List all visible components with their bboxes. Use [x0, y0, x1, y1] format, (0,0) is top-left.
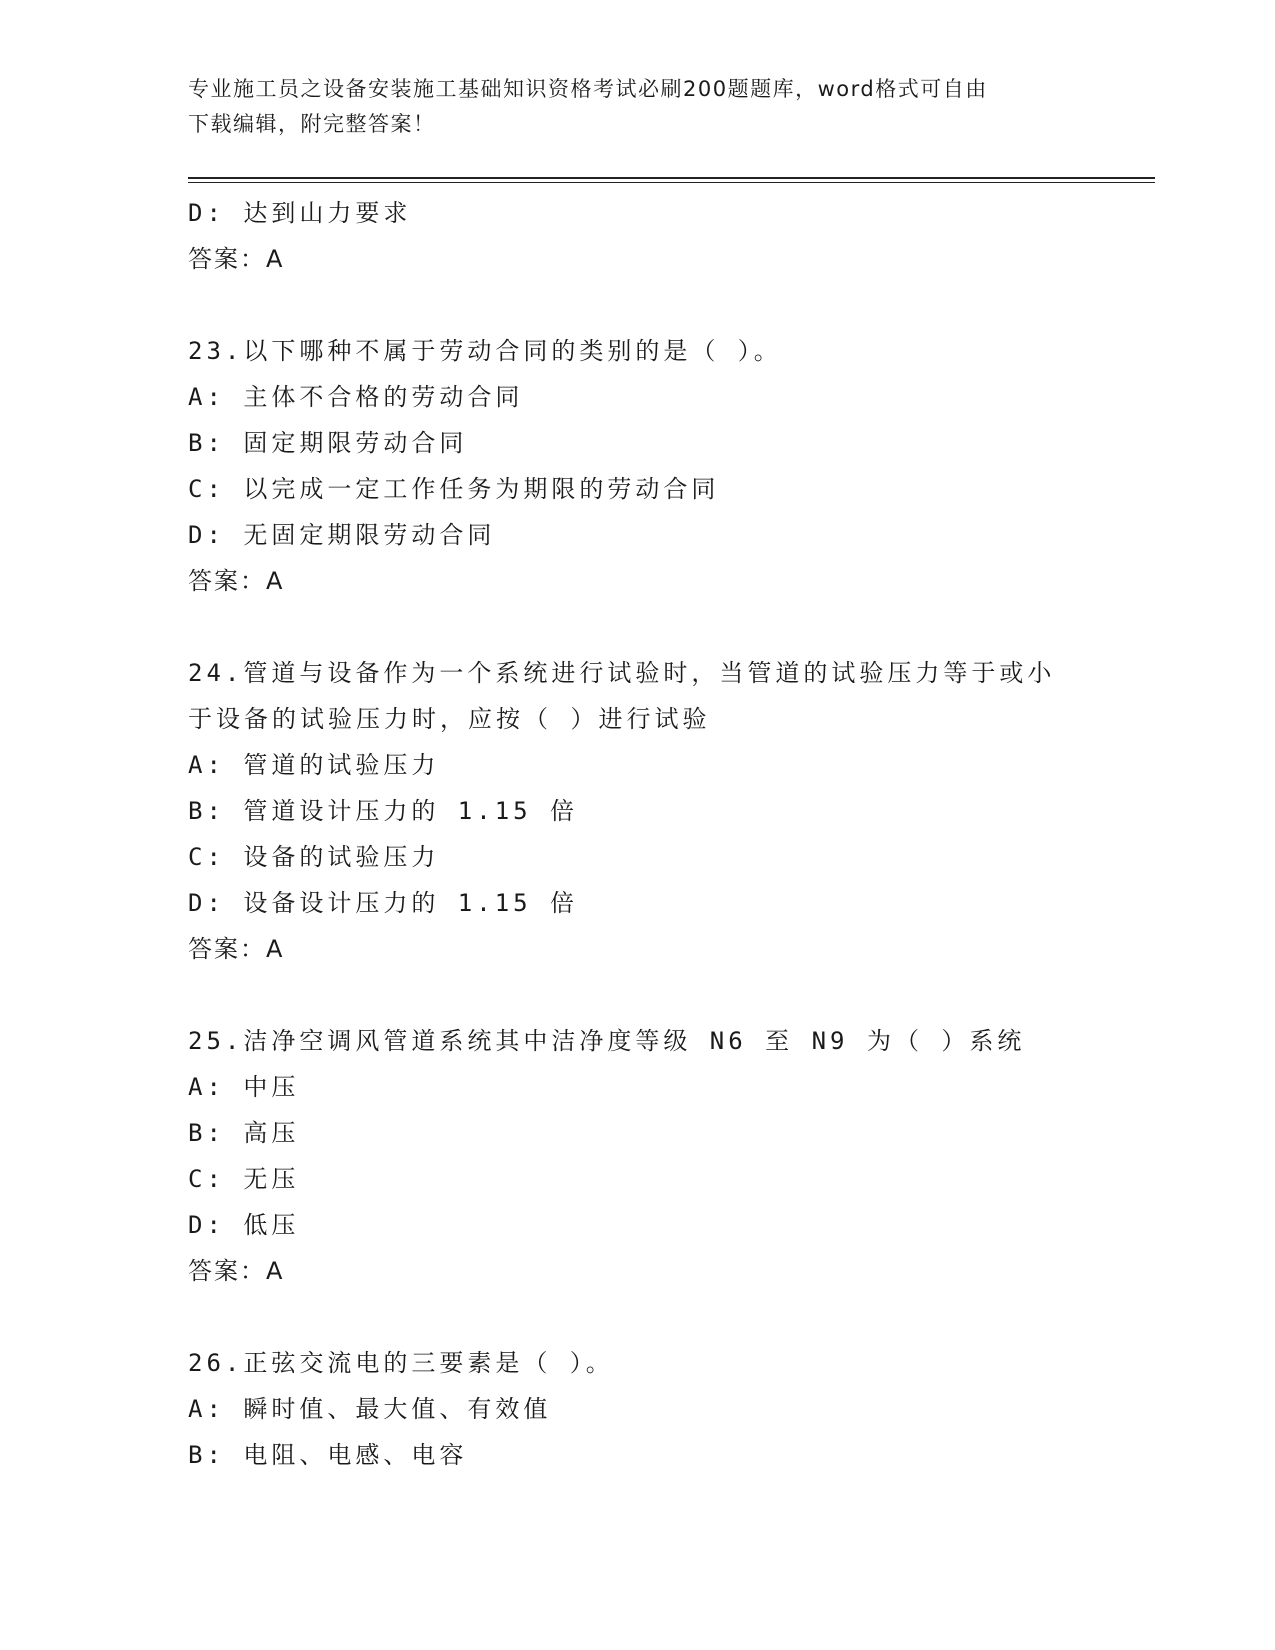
question-24	[188, 650, 1088, 972]
option-d: D: 无固定期限劳动合同	[188, 521, 496, 549]
option-b: B: 管道设计压力的 1.15 倍	[188, 797, 579, 825]
option-a: A: 管道的试验压力	[188, 751, 440, 779]
answer-line: 答案：A	[188, 935, 285, 963]
option-b: B: 固定期限劳动合同	[188, 429, 468, 457]
question-content	[188, 190, 1088, 1478]
question-text-continued: 于设备的试验压力时，应按（ ）进行试验	[188, 705, 711, 733]
option-a: A: 中压	[188, 1073, 300, 1101]
question-text: 24.管道与设备作为一个系统进行试验时，当管道的试验压力等于或小	[188, 659, 1056, 687]
question-25	[188, 1018, 1088, 1294]
question-text: 23.以下哪种不属于劳动合同的类别的是（ ）。	[188, 337, 782, 365]
header-line-2: 下载编辑，附完整答案！	[188, 112, 436, 136]
answer-line: 答案：A	[188, 245, 285, 273]
option-c: C: 以完成一定工作任务为期限的劳动合同	[188, 475, 720, 503]
answer-line: 答案：A	[188, 1257, 285, 1285]
option-d: D: 设备设计压力的 1.15 倍	[188, 889, 579, 917]
option-d: D: 低压	[188, 1211, 300, 1239]
page-header	[188, 72, 1088, 142]
option-a: A: 瞬时值、最大值、有效值	[188, 1395, 552, 1423]
question-text: 26.正弦交流电的三要素是（ ）。	[188, 1349, 614, 1377]
option-d: D: 达到山力要求	[188, 199, 412, 227]
header-line-1: 专业施工员之设备安装施工基础知识资格考试必刷200题题库，word格式可自由	[188, 77, 988, 101]
question-22-tail	[188, 190, 1088, 282]
option-a: A: 主体不合格的劳动合同	[188, 383, 524, 411]
question-23	[188, 328, 1088, 604]
answer-line: 答案：A	[188, 567, 285, 595]
option-c: C: 设备的试验压力	[188, 843, 440, 871]
option-b: B: 高压	[188, 1119, 300, 1147]
question-text: 25.洁净空调风管道系统其中洁净度等级 N6 至 N9 为（ ）系统	[188, 1027, 1026, 1055]
question-26	[188, 1340, 1088, 1478]
header-rule-thin	[188, 182, 1155, 183]
header-rule-thick	[188, 177, 1155, 179]
option-b: B: 电阻、电感、电容	[188, 1441, 468, 1469]
option-c: C: 无压	[188, 1165, 300, 1193]
